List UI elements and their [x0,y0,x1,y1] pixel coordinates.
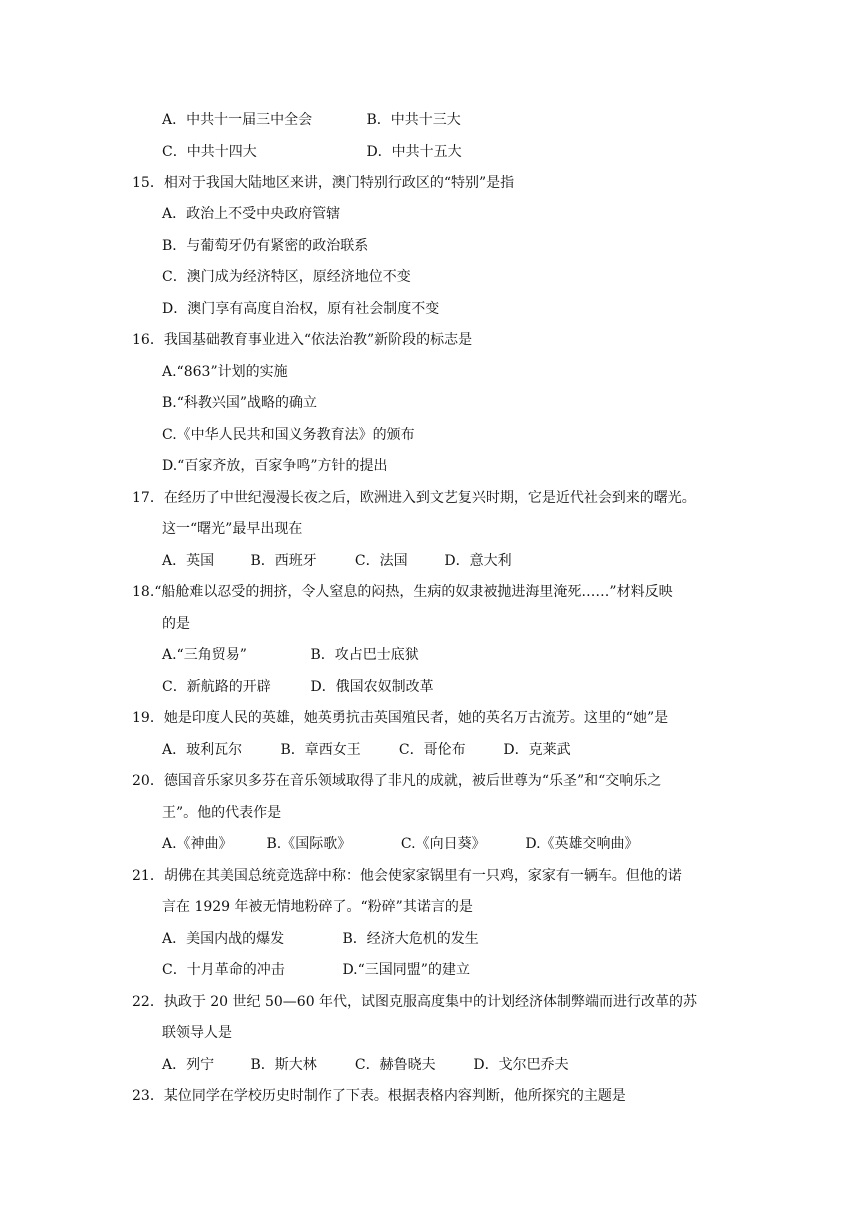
q20-options-row [162,834,639,854]
q15-option-c: C．澳门成为经济特区，原经济地位不变 [162,269,411,285]
q14-options-row-2 [162,142,462,162]
q17-option-b: B．西班牙 [250,553,317,569]
q16-option-a: A.“863”计划的实施 [162,364,288,380]
q18-option-d: D．俄国农奴制改革 [310,679,434,695]
q19-options-row [162,740,571,760]
q18-option-c: C．新航路的开辟 [162,679,271,695]
q21-option-a: A．美国内战的爆发 [162,931,285,947]
q20-stem-line-2: 王”。他的代表作是 [162,805,282,821]
q15-option-a: A．政治上不受中央政府管辖 [162,206,341,222]
q19-option-b: B．章西女王 [280,742,361,758]
q14-options-row-1 [162,110,461,130]
q16-option-b: B.“科教兴国”战略的确立 [162,395,318,411]
q22-stem-line-1: 22．执政于 20 世纪 50—60 年代，试图克服高度集中的计划经济体制弊端而进行改革的苏 [132,994,698,1010]
q22-stem-line-2: 联领导人是 [162,1025,232,1041]
q21-options-row-2 [162,960,470,980]
q16-option-d: D.“百家齐放，百家争鸣”方针的提出 [162,458,388,474]
q18-stem-line-1: 18.“船舱难以忍受的拥挤，令人窒息的闷热，生病的奴隶被抛进海里淹死……”材料反映 [132,584,673,600]
q15-option-b: B．与葡萄牙仍有紧密的政治联系 [162,238,369,254]
q18-option-b: B．攻占巴士底狱 [310,647,419,663]
q19-option-d: D．克莱武 [503,742,571,758]
q16-option-c: C.《中华人民共和国义务教育法》的颁布 [162,427,415,443]
q23-stem: 23．某位同学在学校历史时制作了下表。根据表格内容判断，他所探究的主题是 [132,1088,626,1104]
q21-options-row-1 [162,929,479,949]
q22-option-a: A．列宁 [162,1057,215,1073]
q14-option-a: A．中共十一届三中全会 [162,112,313,128]
q18-options-row-1 [162,645,419,665]
q22-options-row [162,1055,569,1075]
q20-stem-line-1: 20．德国音乐家贝多芬在音乐领域取得了非凡的成就，被后世尊为“乐圣”和“交响乐之 [132,773,662,789]
q17-option-d: D．意大利 [444,553,512,569]
q21-option-b: B．经济大危机的发生 [342,931,479,947]
q14-option-b: B．中共十三大 [366,112,461,128]
q21-stem-line-2: 言在 1929 年被无情地粉碎了。“粉碎”其诺言的是 [162,899,473,915]
q20-option-b: B.《国际歌》 [266,836,352,852]
q20-option-c: C.《向日葵》 [400,836,486,852]
q17-option-a: A．英国 [162,553,215,569]
q18-options-row-2 [162,677,434,697]
q15-option-d: D．澳门享有高度自治权，原有社会制度不变 [162,301,440,317]
q17-options-row [162,551,512,571]
q22-option-c: C．赫鲁晓夫 [354,1057,436,1073]
q21-option-c: C．十月革命的冲击 [162,962,285,978]
q21-option-d: D.“三国同盟”的建立 [342,962,470,978]
q14-option-d: D．中共十五大 [366,144,462,160]
q15-stem: 15．相对于我国大陆地区来讲，澳门特别行政区的“特别”是指 [132,175,515,191]
q20-option-a: A.《神曲》 [162,836,233,852]
q20-option-d: D.《英雄交响曲》 [525,836,639,852]
q18-option-a: A.“三角贸易” [162,647,247,663]
q19-option-a: A．玻利瓦尔 [162,742,243,758]
q14-option-c: C．中共十四大 [162,144,257,160]
q16-stem: 16．我国基础教育事业进入“依法治教”新阶段的标志是 [132,332,473,348]
q19-option-c: C．哥伦布 [398,742,466,758]
q19-stem: 19．她是印度人民的英雄，她英勇抗击英国殖民者，她的英名万古流芳。这里的“她”是 [132,710,669,726]
q18-stem-line-2: 的是 [162,616,190,632]
q17-stem-line-1: 17．在经历了中世纪漫漫长夜之后，欧洲进入到文艺复兴时期，它是近代社会到来的曙光。 [132,490,696,506]
q22-option-b: B．斯大林 [250,1057,317,1073]
q17-stem-line-2: 这一“曙光”最早出现在 [162,521,303,537]
q22-option-d: D．戈尔巴乔夫 [473,1057,569,1073]
q17-option-c: C．法国 [354,553,408,569]
q21-stem-line-1: 21．胡佛在其美国总统竞选辞中称：他会使家家锅里有一只鸡，家家有一辆车。但他的诺 [132,868,682,884]
